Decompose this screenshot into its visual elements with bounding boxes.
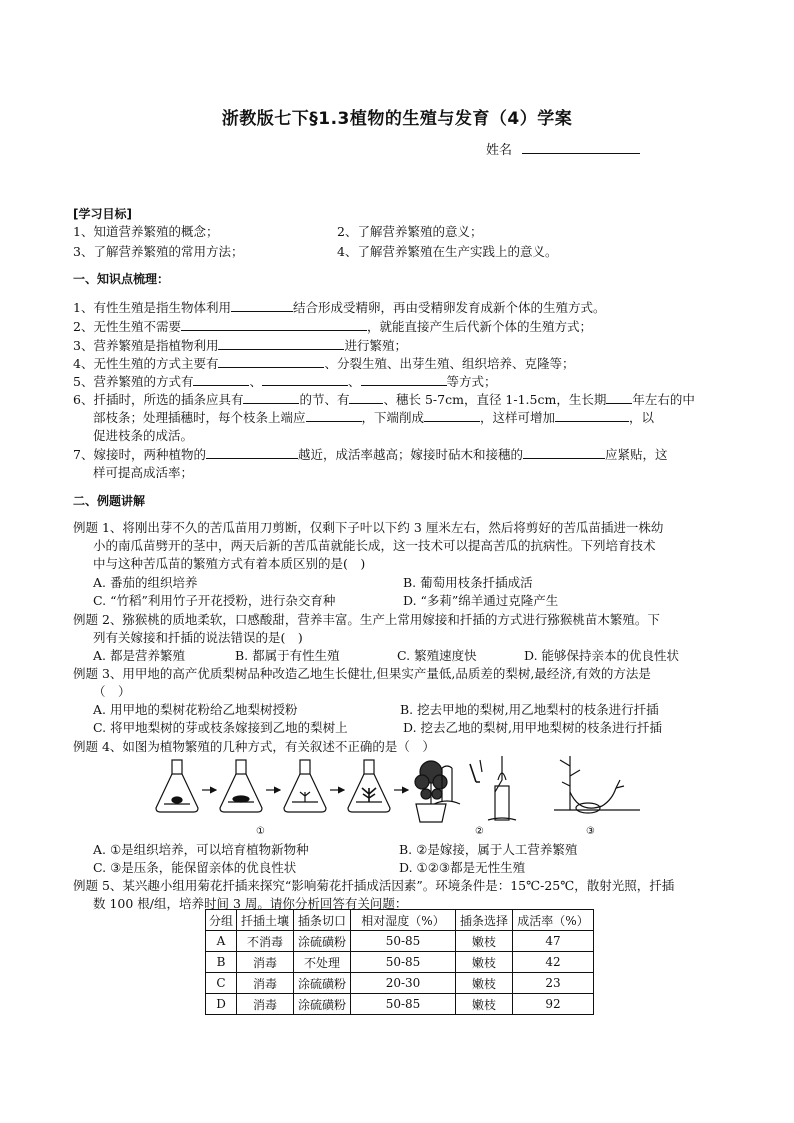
example3-text: （ ）: [93, 684, 131, 699]
answer-blank[interactable]: [218, 338, 344, 350]
answer-blank[interactable]: [424, 410, 480, 422]
example1-text: 例题 1、将刚出芽不久的苦瓜苗用刀剪断，仅剩下子叶以下约 3 厘米左右，然后将剪好的苦瓜苗插进一株幼: [73, 520, 664, 535]
option-c[interactable]: C. 繁殖速度快: [397, 648, 477, 663]
table-row: A 不消毒 涂硫磺粉 50-85 嫩枝 47: [206, 931, 594, 952]
answer-blank[interactable]: [349, 392, 383, 404]
example3-text: 例题 3、用甲地的高产优质梨树品种改造乙地生长健壮,但果实产量低,品质差的梨树,最经济,有效的方法是: [73, 666, 651, 681]
table-header: 成活率（%）: [513, 910, 594, 931]
section2-heading: 二、例题讲解: [73, 494, 146, 508]
example1-text: 小的南瓜苗劈开的茎中，两天后新的苦瓜苗就能长成，这一技术可以提高苦瓜的抗病性。下列培育技术: [93, 538, 656, 553]
knowledge-item-1: 1、有性生殖是指生物体利用 结合形成受精卵，再由受精卵发育成新个体的生殖方式。: [73, 300, 606, 315]
option-d[interactable]: D. 挖去乙地的梨树,用甲地梨树的枝条进行扦插: [403, 720, 662, 735]
objective-item: 4、了解营养繁殖在生产实践上的意义。: [337, 244, 558, 259]
table-header: 插条选择: [456, 910, 513, 931]
plant-propagation-figure: [150, 752, 650, 838]
answer-blank[interactable]: [218, 356, 324, 368]
option-b[interactable]: B. ②是嫁接，属于人工营养繁殖: [399, 842, 578, 857]
option-d[interactable]: D. “多莉”绵羊通过克隆产生: [403, 593, 559, 608]
layering-icon: [554, 756, 640, 813]
knowledge-item-6-line2: 部枝条；处理插穗时，每个枝条上端应 ，下端削成 ，这样可增加 ，以: [93, 410, 655, 425]
page-title: 浙教版七下§1.3植物的生殖与发育（4）学案: [221, 109, 573, 129]
answer-blank[interactable]: [361, 374, 447, 386]
example5-text: 例题 5、某兴趣小组用菊花扦插来探究“影响菊花扦插成活因素”。环境条件是：15℃-25℃，散射光照，扦插: [73, 878, 675, 893]
name-blank[interactable]: [522, 141, 640, 154]
table-header-row: [206, 910, 594, 931]
answer-blank[interactable]: [306, 410, 362, 422]
option-b[interactable]: B. 都属于有性生殖: [235, 648, 340, 663]
example4-text: 例题 4、如图为植物繁殖的几种方式，有关叙述不正确的是（ ）: [73, 739, 435, 754]
objective-item: 1、知道营养繁殖的概念；: [73, 224, 219, 239]
option-a[interactable]: A. ①是组织培养，可以培育植物新物种: [93, 842, 309, 857]
option-c[interactable]: C. 将甲地梨树的芽或枝条嫁接到乙地的梨树上: [93, 720, 348, 735]
knowledge-item-7: 7、嫁接时，两种植物的 越近，成活率越高；嫁接时砧木和接穗的 应紧贴，这: [73, 447, 668, 462]
tissue-culture-flask-icon: [220, 760, 262, 812]
knowledge-item-2: 2、无性生殖不需要 ，就能直接产生后代新个体的生殖方式；: [73, 319, 592, 334]
objective-item: 3、了解营养繁殖的常用方法；: [73, 244, 244, 259]
option-d[interactable]: D. 能够保持亲本的优良性状: [524, 648, 680, 663]
knowledge-item-7-line2: 样可提高成活率；: [93, 465, 194, 480]
option-a[interactable]: A. 都是营养繁殖: [93, 648, 185, 663]
option-d[interactable]: D. ①②③都是无性生殖: [399, 860, 526, 875]
knowledge-item-6: 6、扦插时，所选的插条应具有 的节、有 、穗长 5-7cm，直径 1-1.5cm，生长期 年左右的中: [73, 392, 695, 407]
experiment-table: [205, 909, 594, 1015]
option-a[interactable]: A. 番茄的组织培养: [93, 575, 198, 590]
tissue-culture-flask-icon: [284, 760, 326, 812]
answer-blank[interactable]: [206, 447, 298, 459]
answer-blank[interactable]: [243, 392, 299, 404]
example2-text: 列有关嫁接和扦插的说法错误的是( ): [93, 630, 303, 645]
figure-label-3: ③: [586, 826, 595, 837]
option-c[interactable]: C. “竹稻”利用竹子开花授粉，进行杂交育种: [93, 593, 336, 608]
answer-blank[interactable]: [262, 374, 348, 386]
knowledge-item-3: 3、营养繁殖是指植物利用 进行繁殖；: [73, 338, 407, 353]
grafting-icon: [434, 756, 516, 820]
table-row: B 消毒 不处理 50-85 嫩枝 42: [206, 952, 594, 973]
answer-blank[interactable]: [231, 300, 293, 312]
answer-blank[interactable]: [606, 392, 632, 404]
example2-text: 例题 2、猕猴桃的质地柔软，口感酸甜，营养丰富。生产上常用嫁接和扦插的方式进行猕猴桃苗木繁殖。下: [73, 612, 660, 627]
example1-text: 中与这种苦瓜苗的繁殖方式有着本质区别的是( ): [93, 556, 366, 571]
name-field[interactable]: [486, 139, 640, 158]
answer-blank[interactable]: [193, 374, 249, 386]
section1-heading: 一、知识点梳理：: [73, 272, 170, 286]
answer-blank[interactable]: [523, 447, 605, 459]
answer-blank[interactable]: [181, 319, 367, 331]
table-header: 相对湿度（%）: [351, 910, 456, 931]
knowledge-item-6-line3: 促进枝条的成活。: [93, 428, 194, 443]
knowledge-item-5: 5、营养繁殖的方式有 、 、 等方式；: [73, 374, 497, 389]
knowledge-item-4: 4、无性生殖的方式主要有 、分裂生殖、出芽生殖、组织培养、克隆等；: [73, 356, 575, 371]
tissue-culture-flask-icon: [156, 760, 198, 812]
objective-item: 2、了解营养繁殖的意义；: [337, 224, 483, 239]
name-label: 姓名: [486, 143, 513, 158]
table-row: C 消毒 涂硫磺粉 20-30 嫩枝 23: [206, 973, 594, 994]
example5-text: 数 100 根/组，培养时间 3 周。请你分析回答有关问题：: [93, 896, 408, 911]
option-b[interactable]: B. 葡萄用枝条扦插成活: [403, 575, 533, 590]
option-b[interactable]: B. 挖去甲地的梨树,用乙地梨村的枝条进行扦插: [400, 702, 659, 717]
figure-label-2: ②: [475, 826, 484, 837]
table-row: D 消毒 涂硫磺粉 50-85 嫩枝 92: [206, 994, 594, 1015]
table-header: 分组: [206, 910, 237, 931]
objectives-heading: [学习目标]: [73, 207, 132, 221]
option-c[interactable]: C. ③是压条，能保留亲体的优良性状: [93, 860, 297, 875]
answer-blank[interactable]: [555, 410, 629, 422]
figure-label-1: ①: [256, 826, 265, 837]
table-header: 扦插土壤: [237, 910, 294, 931]
option-a[interactable]: A. 用甲地的梨树花粉给乙地梨树授粉: [93, 702, 298, 717]
tissue-culture-flask-icon: [348, 760, 390, 812]
table-header: 插条切口: [294, 910, 351, 931]
